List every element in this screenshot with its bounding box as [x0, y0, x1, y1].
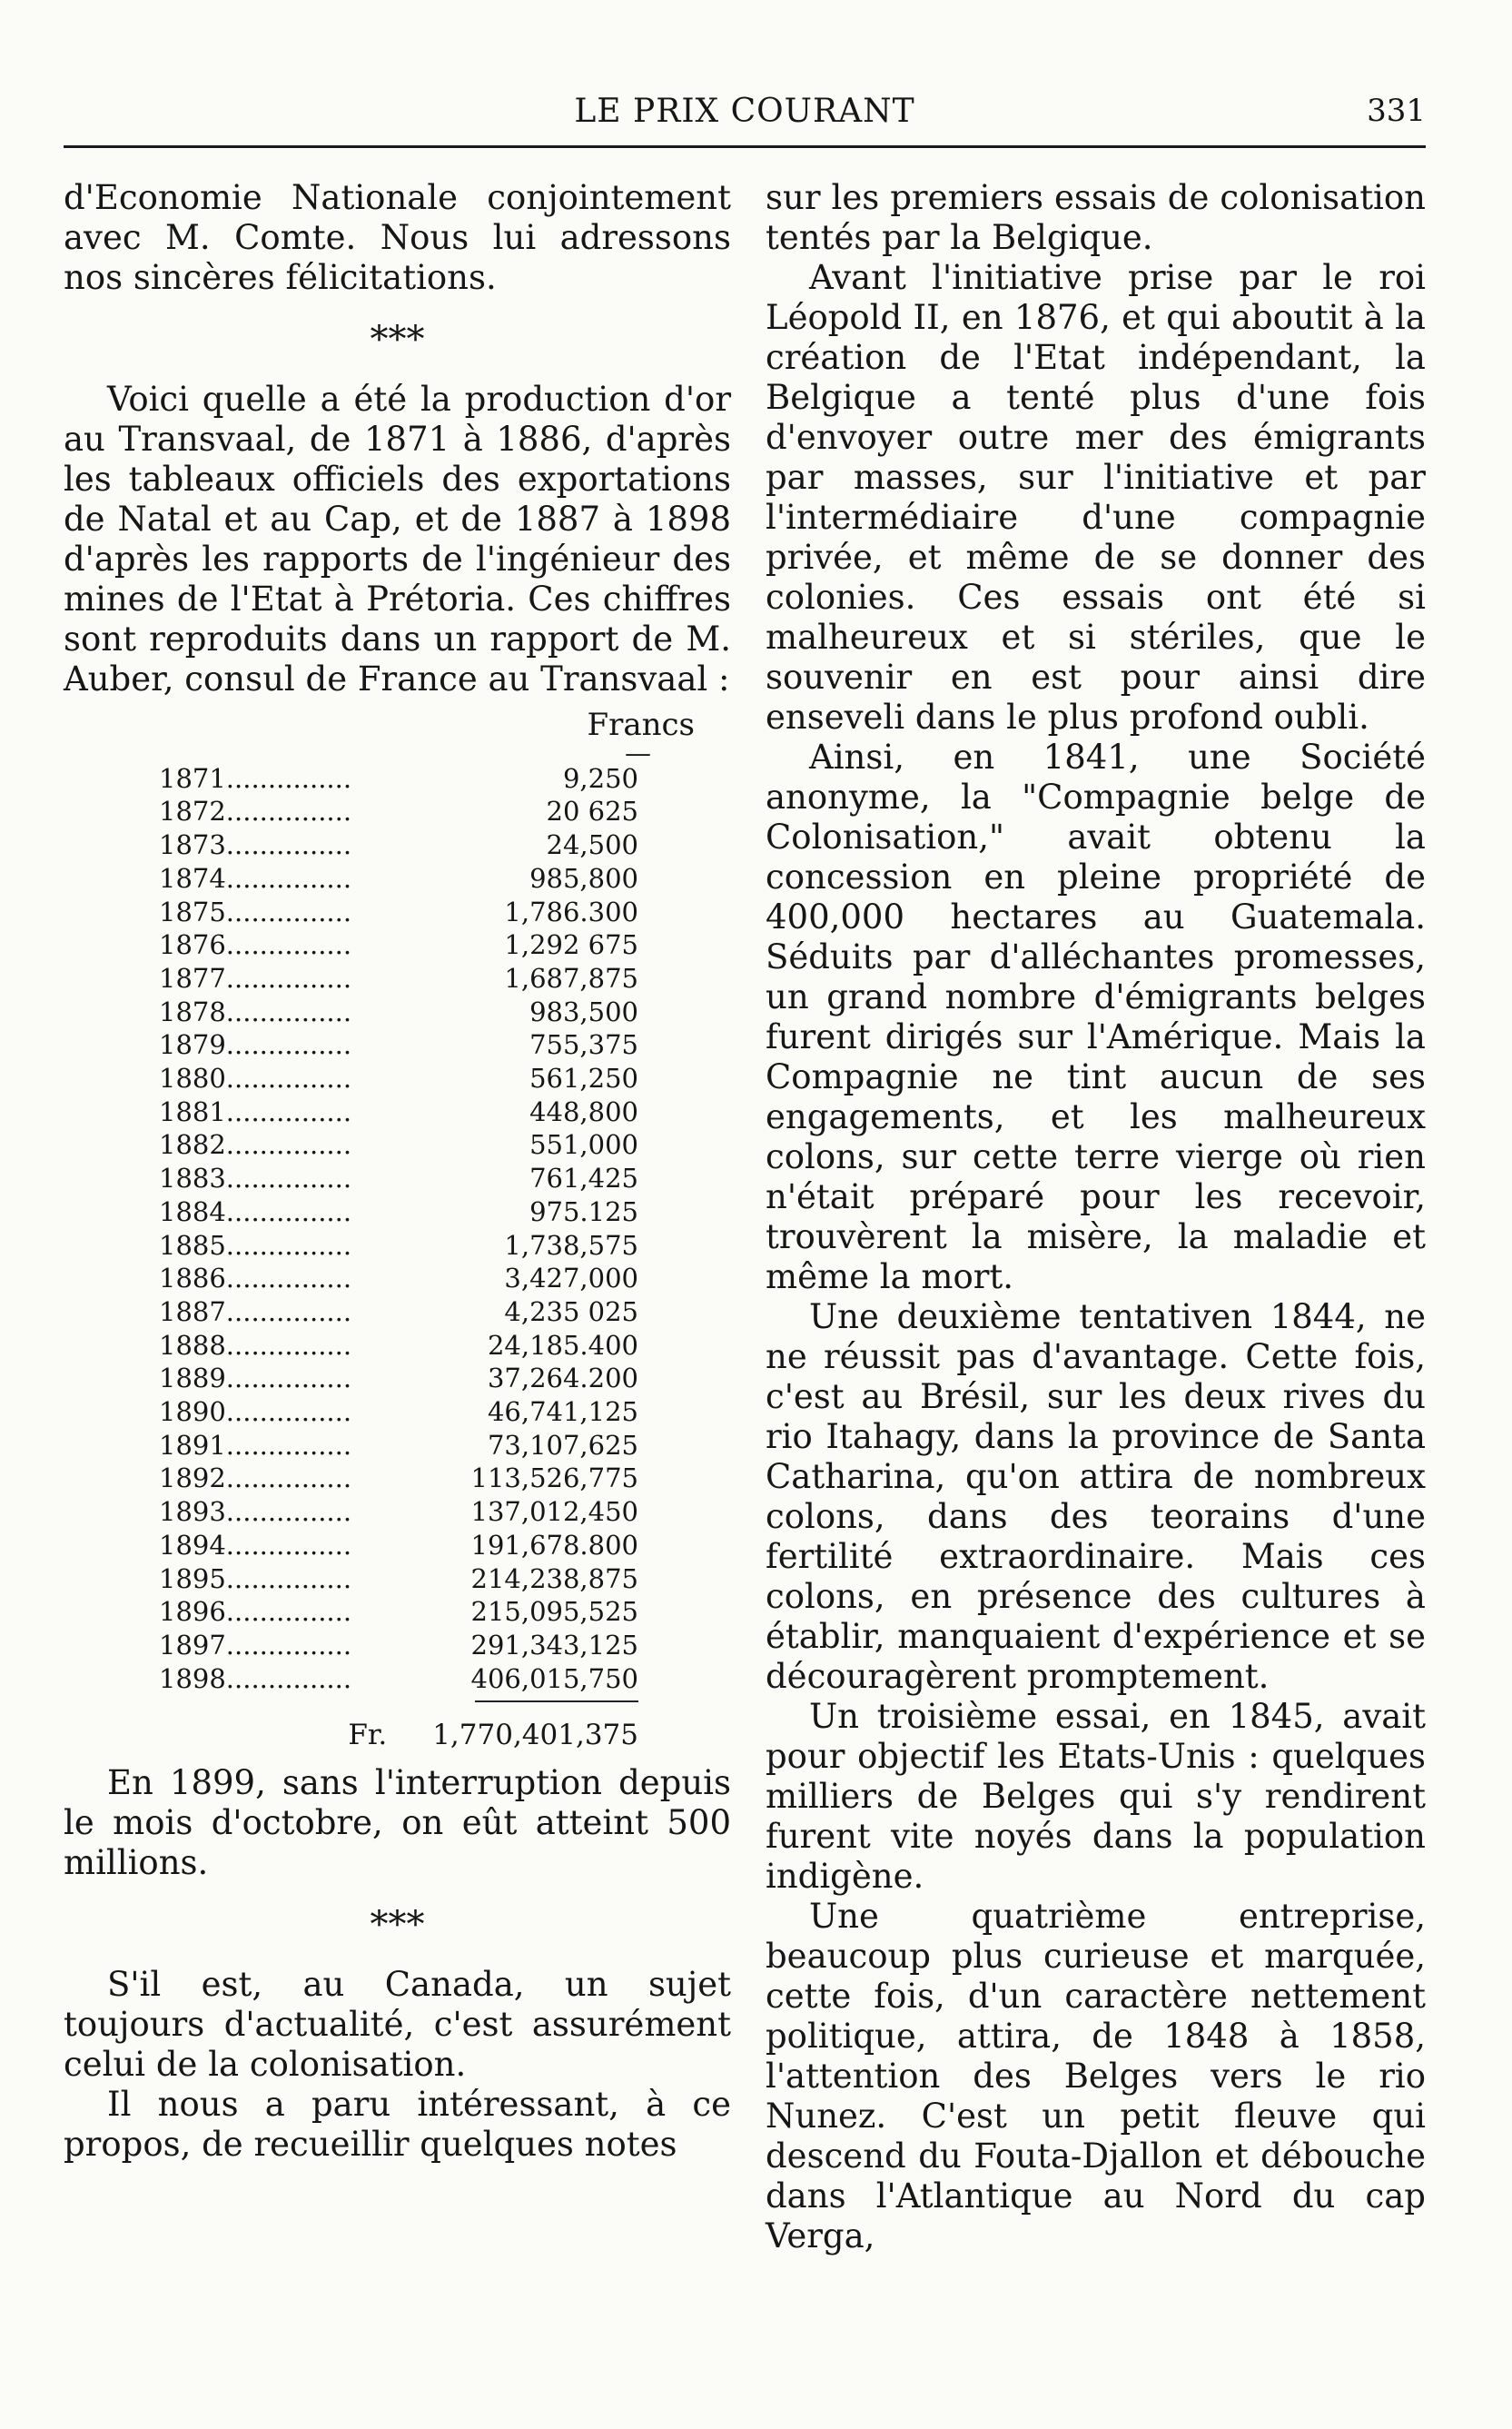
left-column: [64, 178, 731, 2165]
row-value: 983,500: [529, 996, 638, 1027]
total-value: 1,770,401,375: [432, 1719, 638, 1752]
table-row: [64, 1362, 731, 1395]
row-year: 1885...............: [159, 1229, 352, 1261]
row-year: 1897...............: [159, 1629, 352, 1661]
table-row: [64, 1562, 731, 1596]
table-row: [64, 1295, 731, 1329]
total-label: Fr.: [348, 1719, 388, 1752]
table-row: [64, 896, 731, 929]
row-year: 1888...............: [159, 1329, 352, 1361]
row-year: 1895...............: [159, 1562, 352, 1594]
row-year: 1876...............: [159, 929, 352, 961]
intro-paragraph: d'Economie Nationale conjointement avec M. Comte. Nous lui adressons nos sincères félicitations.: [64, 178, 731, 297]
colonisation-paragraph-6: Une quatrième entreprise, beaucoup plus curieuse et marquée, cette fois, d'un caractère nettement politique, attira, de 1848 à 1858, l'attention des Belges vers le rio Nunez. C'est un petit fleuve qui descend du Fouta-Djallon et débouche dans l'Atlantique au Nord du cap Verga,: [766, 1897, 1426, 2256]
row-year: 1882...............: [159, 1129, 352, 1161]
row-year: 1898...............: [159, 1662, 352, 1694]
total-rule: [475, 1700, 638, 1702]
row-value: 1,292 675: [504, 929, 638, 961]
row-year: 1875...............: [159, 896, 352, 927]
colonisation-paragraph-5: Un troisième essai, en 1845, avait pour objectif les Etats-Unis : quelques milliers de Belges qui s'y rendirent furent vite noyés dans la population indigène.: [766, 1697, 1426, 1896]
row-year: 1896...............: [159, 1596, 352, 1628]
row-value: 985,800: [529, 862, 638, 894]
table-row: [64, 1195, 731, 1229]
row-year: 1893...............: [159, 1496, 352, 1528]
colonisation-paragraph-4: Une deuxième tentativen 1844, ne ne réussit pas d'avantage. Cette fois, c'est au Brésil, sur les deux rives du rio Itahagy, dans la province de Santa Catharina, qu'on attira de nombreux colons, dans des teorains d'une fertilité extraordinaire. Mais ces colons, en présence des cultures à établir, manquaient d'expérience et se découragèrent promptement.: [766, 1297, 1426, 1696]
table-row: [64, 1395, 731, 1429]
row-value: 215,095,525: [470, 1596, 638, 1628]
running-title: LE PRIX COURANT: [574, 93, 915, 130]
row-value: 406,015,750: [470, 1662, 638, 1694]
row-year: 1892...............: [159, 1462, 352, 1494]
gold-production-table: [64, 709, 731, 1752]
row-value: 561,250: [529, 1063, 638, 1095]
colonisation-paragraph-3: Ainsi, en 1841, une Société anonyme, la "Compagnie belge de Colonisation," avait obtenu la concession en pleine propriété de 400,000 hectares au Guatemala. Séduits par d'alléchantes promesses, un grand nombre d'émigrants belges furent dirigés sur l'Amérique. Mais la Compagnie ne tint aucun de ses engagements, et les malheureux colons, sur cette terre vierge où rien n'était préparé pour les recevoir, trouvèrent la misère, la maladie et même la mort.: [766, 738, 1426, 1296]
table-row: [64, 1262, 731, 1295]
row-year: 1891...............: [159, 1429, 352, 1461]
row-value: 551,000: [529, 1129, 638, 1161]
row-value: 291,343,125: [470, 1629, 638, 1661]
header-dash: —: [625, 737, 651, 768]
row-year: 1889...............: [159, 1363, 352, 1394]
table-row: [64, 828, 731, 862]
table-row: [64, 1462, 731, 1495]
colonisation-paragraph-2: Avant l'initiative prise par le roi Léopold II, en 1876, et qui aboutit à la création de l'Etat indépendant, la Belgique a tenté plus d'une fois d'envoyer outre mer des émigrants par masses, sur l'initiative et par l'intermédiaire d'une compagnie privée, et même de se donner des colonies. Ces essais ont été si malheureux et si stériles, que le souvenir en est pour ainsi dire enseveli dans le plus profond oubli.: [766, 258, 1426, 737]
table-row: [64, 1629, 731, 1662]
row-year: 1881...............: [159, 1096, 352, 1127]
row-value: 113,526,775: [470, 1462, 638, 1494]
table-row: [64, 762, 731, 796]
row-value: 1,687,875: [504, 962, 638, 994]
page-header: [64, 82, 1426, 145]
table-row: [64, 1096, 731, 1129]
row-year: 1890...............: [159, 1396, 352, 1428]
table-row: [64, 962, 731, 996]
table-row: [64, 862, 731, 896]
row-year: 1873...............: [159, 829, 352, 861]
table-row: [64, 1128, 731, 1162]
row-year: 1877...............: [159, 962, 352, 994]
paragraph-1899: En 1899, sans l'interruption depuis le mois d'octobre, on eût atteint 500 millions.: [64, 1763, 731, 1883]
table-total-row: [64, 1719, 731, 1752]
section-separator: ***: [370, 1904, 425, 1947]
table-row: [64, 1062, 731, 1096]
table-row: [64, 928, 731, 962]
row-value: 1,738,575: [504, 1229, 638, 1261]
table-row: [64, 1329, 731, 1363]
row-value: 137,012,450: [470, 1496, 638, 1528]
notes-paragraph: Il nous a paru intéressant, à ce propos, de recueillir quelques notes: [64, 2085, 731, 2165]
canada-paragraph: S'il est, au Canada, un sujet toujours d'actualité, c'est assurément celui de la colonisation.: [64, 1965, 731, 2085]
row-value: 4,235 025: [504, 1295, 638, 1327]
row-value: 37,264.200: [487, 1363, 638, 1394]
row-value: 761,425: [529, 1163, 638, 1195]
row-year: 1874...............: [159, 862, 352, 894]
row-value: 1,786.300: [504, 896, 638, 927]
row-value: 73,107,625: [487, 1429, 638, 1461]
table-row: [64, 1595, 731, 1629]
row-value: 46,741,125: [487, 1396, 638, 1428]
row-year: 1880...............: [159, 1063, 352, 1095]
table-row: [64, 1229, 731, 1263]
table-row: [64, 1495, 731, 1529]
row-value: 3,427,000: [504, 1263, 638, 1294]
row-year: 1872...............: [159, 796, 352, 828]
page-number: 331: [1367, 93, 1426, 129]
right-column: [766, 178, 1426, 2256]
row-value: 24,500: [546, 829, 638, 861]
row-year: 1879...............: [159, 1029, 352, 1061]
row-value: 9,250: [562, 762, 638, 794]
header-rule: [64, 145, 1426, 148]
transvaal-paragraph: Voici quelle a été la production d'or au Transvaal, de 1871 à 1886, d'après les tableaux officiels des exportations de Natal et au Cap, et de 1887 à 1898 d'après les rapports de l'ingénieur des mines de l'Etat à Prétoria. Ces chiffres sont reproduits dans un rapport de M. Auber, consul de France au Transvaal :: [64, 380, 731, 699]
row-year: 1878...............: [159, 996, 352, 1027]
row-value: 214,238,875: [470, 1562, 638, 1594]
section-separator: ***: [370, 319, 425, 361]
row-value: 20 625: [546, 796, 638, 828]
row-year: 1883...............: [159, 1163, 352, 1195]
row-value: 448,800: [529, 1096, 638, 1127]
table-row: [64, 795, 731, 828]
table-row: [64, 1429, 731, 1462]
row-year: 1871...............: [159, 762, 352, 794]
row-year: 1886...............: [159, 1263, 352, 1294]
table-row: [64, 1529, 731, 1562]
table-row: [64, 1028, 731, 1062]
table-row: [64, 1162, 731, 1195]
colonisation-paragraph-1: sur les premiers essais de colonisation tentés par la Belgique.: [766, 178, 1426, 257]
row-value: 975.125: [529, 1195, 638, 1227]
row-value: 191,678.800: [470, 1529, 638, 1561]
row-value: 755,375: [529, 1029, 638, 1061]
table-row: [64, 1662, 731, 1696]
table-row: [64, 996, 731, 1029]
table-column-header: Francs: [587, 707, 695, 743]
table-rows: [64, 762, 731, 1696]
row-year: 1894...............: [159, 1529, 352, 1561]
row-value: 24,185.400: [487, 1329, 638, 1361]
row-year: 1887...............: [159, 1295, 352, 1327]
row-year: 1884...............: [159, 1195, 352, 1227]
